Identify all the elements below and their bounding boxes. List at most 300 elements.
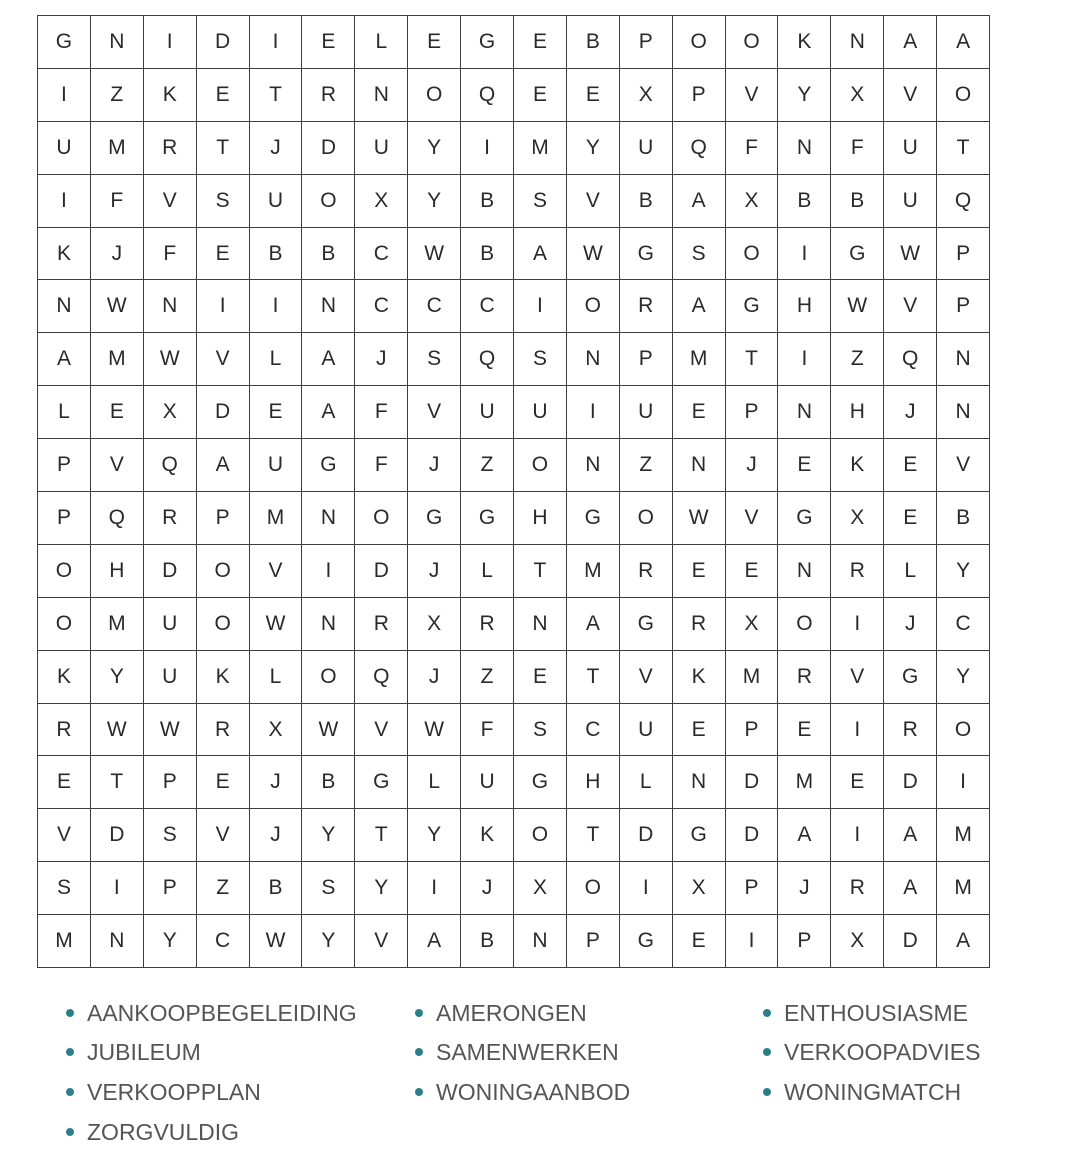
grid-cell[interactable]: H [90, 544, 143, 597]
grid-cell[interactable]: O [937, 68, 990, 121]
grid-cell[interactable]: J [461, 862, 514, 915]
grid-cell[interactable]: A [884, 16, 937, 69]
grid-cell[interactable]: G [461, 492, 514, 545]
grid-cell[interactable]: J [355, 333, 408, 386]
grid-cell[interactable]: K [38, 227, 91, 280]
grid-cell[interactable]: O [196, 597, 249, 650]
grid-cell[interactable]: X [725, 174, 778, 227]
grid-cell[interactable]: S [196, 174, 249, 227]
grid-cell[interactable]: V [143, 174, 196, 227]
grid-cell[interactable]: L [38, 386, 91, 439]
grid-cell[interactable]: L [249, 650, 302, 703]
grid-cell[interactable]: R [355, 597, 408, 650]
grid-cell[interactable]: J [249, 809, 302, 862]
grid-cell[interactable]: G [302, 439, 355, 492]
grid-cell[interactable]: A [884, 809, 937, 862]
grid-cell[interactable]: B [461, 174, 514, 227]
grid-cell[interactable]: J [884, 597, 937, 650]
grid-cell[interactable]: N [566, 439, 619, 492]
grid-cell[interactable]: R [461, 597, 514, 650]
grid-cell[interactable]: P [778, 915, 831, 968]
grid-cell[interactable]: V [566, 174, 619, 227]
grid-cell[interactable]: V [725, 68, 778, 121]
grid-cell[interactable]: R [831, 544, 884, 597]
grid-cell[interactable]: B [249, 227, 302, 280]
grid-cell[interactable]: R [672, 597, 725, 650]
grid-cell[interactable]: T [514, 544, 567, 597]
grid-cell[interactable]: T [90, 756, 143, 809]
grid-cell[interactable]: M [937, 809, 990, 862]
grid-cell[interactable]: X [831, 915, 884, 968]
grid-cell[interactable]: A [302, 333, 355, 386]
grid-cell[interactable]: T [566, 809, 619, 862]
grid-cell[interactable]: N [514, 597, 567, 650]
grid-cell[interactable]: E [514, 68, 567, 121]
grid-cell[interactable]: O [302, 174, 355, 227]
grid-cell[interactable]: W [249, 915, 302, 968]
grid-cell[interactable]: S [408, 333, 461, 386]
grid-cell[interactable]: V [619, 650, 672, 703]
grid-cell[interactable]: D [196, 16, 249, 69]
grid-cell[interactable]: R [884, 703, 937, 756]
grid-cell[interactable]: O [514, 809, 567, 862]
grid-cell[interactable]: R [619, 280, 672, 333]
grid-cell[interactable]: A [302, 386, 355, 439]
grid-cell[interactable]: I [249, 16, 302, 69]
grid-cell[interactable]: J [408, 544, 461, 597]
grid-cell[interactable]: V [884, 280, 937, 333]
grid-cell[interactable]: B [461, 227, 514, 280]
grid-cell[interactable]: D [884, 756, 937, 809]
grid-cell[interactable]: P [725, 386, 778, 439]
grid-cell[interactable]: X [249, 703, 302, 756]
grid-cell[interactable]: W [831, 280, 884, 333]
grid-cell[interactable]: S [38, 862, 91, 915]
grid-cell[interactable]: E [408, 16, 461, 69]
grid-cell[interactable]: B [619, 174, 672, 227]
grid-cell[interactable]: F [143, 227, 196, 280]
grid-cell[interactable]: I [831, 597, 884, 650]
grid-cell[interactable]: M [90, 597, 143, 650]
grid-cell[interactable]: E [90, 386, 143, 439]
grid-cell[interactable]: L [355, 16, 408, 69]
grid-cell[interactable]: M [672, 333, 725, 386]
grid-cell[interactable]: B [937, 492, 990, 545]
grid-cell[interactable]: I [143, 16, 196, 69]
grid-cell[interactable]: E [514, 650, 567, 703]
grid-cell[interactable]: V [408, 386, 461, 439]
grid-cell[interactable]: Y [778, 68, 831, 121]
grid-cell[interactable]: B [249, 862, 302, 915]
grid-cell[interactable]: E [196, 227, 249, 280]
grid-cell[interactable]: I [90, 862, 143, 915]
grid-cell[interactable]: K [778, 16, 831, 69]
grid-cell[interactable]: S [514, 174, 567, 227]
grid-cell[interactable]: S [143, 809, 196, 862]
grid-cell[interactable]: I [566, 386, 619, 439]
grid-cell[interactable]: U [143, 650, 196, 703]
grid-cell[interactable]: Q [143, 439, 196, 492]
grid-cell[interactable]: Y [90, 650, 143, 703]
grid-cell[interactable]: T [196, 121, 249, 174]
grid-cell[interactable]: H [778, 280, 831, 333]
grid-cell[interactable]: D [143, 544, 196, 597]
grid-cell[interactable]: T [355, 809, 408, 862]
grid-cell[interactable]: N [672, 439, 725, 492]
grid-cell[interactable]: I [937, 756, 990, 809]
grid-cell[interactable]: N [937, 386, 990, 439]
grid-cell[interactable]: P [937, 227, 990, 280]
grid-cell[interactable]: E [778, 703, 831, 756]
grid-cell[interactable]: L [249, 333, 302, 386]
grid-cell[interactable]: W [672, 492, 725, 545]
grid-cell[interactable]: I [725, 915, 778, 968]
grid-cell[interactable]: E [514, 16, 567, 69]
grid-cell[interactable]: M [90, 121, 143, 174]
grid-cell[interactable]: P [196, 492, 249, 545]
grid-cell[interactable]: N [514, 915, 567, 968]
grid-cell[interactable]: X [831, 68, 884, 121]
grid-cell[interactable]: D [725, 809, 778, 862]
grid-cell[interactable]: Z [461, 439, 514, 492]
grid-cell[interactable]: G [408, 492, 461, 545]
grid-cell[interactable]: M [937, 862, 990, 915]
grid-cell[interactable]: C [408, 280, 461, 333]
grid-cell[interactable]: U [461, 386, 514, 439]
grid-cell[interactable]: U [461, 756, 514, 809]
grid-cell[interactable]: E [302, 16, 355, 69]
grid-cell[interactable]: G [461, 16, 514, 69]
grid-cell[interactable]: Q [461, 68, 514, 121]
grid-cell[interactable]: T [566, 650, 619, 703]
grid-cell[interactable]: A [672, 174, 725, 227]
grid-cell[interactable]: N [143, 280, 196, 333]
grid-cell[interactable]: R [38, 703, 91, 756]
grid-cell[interactable]: X [355, 174, 408, 227]
grid-cell[interactable]: Y [302, 809, 355, 862]
grid-cell[interactable]: U [249, 439, 302, 492]
grid-cell[interactable]: E [672, 915, 725, 968]
grid-cell[interactable]: K [196, 650, 249, 703]
grid-cell[interactable]: Y [408, 809, 461, 862]
grid-cell[interactable]: J [249, 121, 302, 174]
grid-cell[interactable]: O [302, 650, 355, 703]
grid-cell[interactable]: U [355, 121, 408, 174]
grid-cell[interactable]: H [831, 386, 884, 439]
grid-cell[interactable]: E [196, 756, 249, 809]
grid-cell[interactable]: Q [937, 174, 990, 227]
grid-cell[interactable]: R [196, 703, 249, 756]
grid-cell[interactable]: C [937, 597, 990, 650]
grid-cell[interactable]: I [619, 862, 672, 915]
grid-cell[interactable]: C [566, 703, 619, 756]
grid-cell[interactable]: E [884, 439, 937, 492]
grid-cell[interactable]: O [38, 544, 91, 597]
grid-cell[interactable]: H [566, 756, 619, 809]
grid-cell[interactable]: B [831, 174, 884, 227]
grid-cell[interactable]: O [566, 280, 619, 333]
grid-cell[interactable]: O [725, 16, 778, 69]
grid-cell[interactable]: J [90, 227, 143, 280]
grid-cell[interactable]: G [619, 227, 672, 280]
grid-cell[interactable]: V [355, 915, 408, 968]
grid-cell[interactable]: Y [937, 650, 990, 703]
grid-cell[interactable]: B [566, 16, 619, 69]
grid-cell[interactable]: B [461, 915, 514, 968]
grid-cell[interactable]: I [38, 174, 91, 227]
grid-cell[interactable]: G [884, 650, 937, 703]
grid-cell[interactable]: N [672, 756, 725, 809]
grid-cell[interactable]: V [884, 68, 937, 121]
grid-cell[interactable]: R [302, 68, 355, 121]
grid-cell[interactable]: B [778, 174, 831, 227]
grid-cell[interactable]: J [249, 756, 302, 809]
grid-cell[interactable]: A [408, 915, 461, 968]
grid-cell[interactable]: D [302, 121, 355, 174]
grid-cell[interactable]: Y [143, 915, 196, 968]
grid-cell[interactable]: I [778, 333, 831, 386]
grid-cell[interactable]: C [196, 915, 249, 968]
grid-cell[interactable]: Z [831, 333, 884, 386]
grid-cell[interactable]: V [38, 809, 91, 862]
grid-cell[interactable]: P [725, 862, 778, 915]
grid-cell[interactable]: A [672, 280, 725, 333]
grid-cell[interactable]: F [831, 121, 884, 174]
grid-cell[interactable]: F [355, 386, 408, 439]
grid-cell[interactable]: X [143, 386, 196, 439]
grid-cell[interactable]: U [884, 174, 937, 227]
grid-cell[interactable]: A [38, 333, 91, 386]
grid-cell[interactable]: T [725, 333, 778, 386]
grid-cell[interactable]: A [196, 439, 249, 492]
grid-cell[interactable]: P [619, 16, 672, 69]
grid-cell[interactable]: U [249, 174, 302, 227]
grid-cell[interactable]: L [619, 756, 672, 809]
grid-cell[interactable]: Z [196, 862, 249, 915]
grid-cell[interactable]: D [619, 809, 672, 862]
grid-cell[interactable]: M [566, 544, 619, 597]
grid-cell[interactable]: I [249, 280, 302, 333]
grid-cell[interactable]: M [514, 121, 567, 174]
grid-cell[interactable]: G [514, 756, 567, 809]
grid-cell[interactable]: O [725, 227, 778, 280]
grid-cell[interactable]: N [302, 492, 355, 545]
grid-cell[interactable]: W [143, 333, 196, 386]
grid-cell[interactable]: Q [884, 333, 937, 386]
grid-cell[interactable]: E [38, 756, 91, 809]
grid-cell[interactable]: O [408, 68, 461, 121]
grid-cell[interactable]: V [725, 492, 778, 545]
grid-cell[interactable]: R [619, 544, 672, 597]
grid-cell[interactable]: P [143, 756, 196, 809]
grid-cell[interactable]: A [884, 862, 937, 915]
grid-cell[interactable]: N [355, 68, 408, 121]
grid-cell[interactable]: R [143, 121, 196, 174]
grid-cell[interactable]: E [778, 439, 831, 492]
grid-cell[interactable]: O [38, 597, 91, 650]
grid-cell[interactable]: D [884, 915, 937, 968]
grid-cell[interactable]: V [355, 703, 408, 756]
grid-cell[interactable]: E [884, 492, 937, 545]
grid-cell[interactable]: B [302, 756, 355, 809]
grid-cell[interactable]: J [408, 439, 461, 492]
grid-cell[interactable]: D [355, 544, 408, 597]
grid-cell[interactable]: W [566, 227, 619, 280]
grid-cell[interactable]: W [884, 227, 937, 280]
grid-cell[interactable]: K [672, 650, 725, 703]
grid-cell[interactable]: Q [461, 333, 514, 386]
grid-cell[interactable]: U [143, 597, 196, 650]
grid-cell[interactable]: V [937, 439, 990, 492]
grid-cell[interactable]: K [38, 650, 91, 703]
grid-cell[interactable]: I [831, 703, 884, 756]
grid-cell[interactable]: U [619, 703, 672, 756]
grid-cell[interactable]: F [725, 121, 778, 174]
grid-cell[interactable]: T [249, 68, 302, 121]
grid-cell[interactable]: N [831, 16, 884, 69]
grid-cell[interactable]: S [302, 862, 355, 915]
grid-cell[interactable]: R [143, 492, 196, 545]
grid-cell[interactable]: V [249, 544, 302, 597]
grid-cell[interactable]: P [38, 492, 91, 545]
grid-cell[interactable]: J [884, 386, 937, 439]
grid-cell[interactable]: K [461, 809, 514, 862]
grid-cell[interactable]: V [90, 439, 143, 492]
grid-cell[interactable]: P [672, 68, 725, 121]
grid-cell[interactable]: E [196, 68, 249, 121]
grid-cell[interactable]: X [725, 597, 778, 650]
grid-cell[interactable]: Z [90, 68, 143, 121]
grid-cell[interactable]: N [38, 280, 91, 333]
grid-cell[interactable]: G [831, 227, 884, 280]
grid-cell[interactable]: W [302, 703, 355, 756]
grid-cell[interactable]: P [38, 439, 91, 492]
grid-cell[interactable]: I [831, 809, 884, 862]
grid-cell[interactable]: F [90, 174, 143, 227]
grid-cell[interactable]: Y [566, 121, 619, 174]
grid-cell[interactable]: H [514, 492, 567, 545]
grid-cell[interactable]: I [461, 121, 514, 174]
grid-cell[interactable]: U [38, 121, 91, 174]
grid-cell[interactable]: F [355, 439, 408, 492]
grid-cell[interactable]: G [725, 280, 778, 333]
grid-cell[interactable]: O [778, 597, 831, 650]
grid-cell[interactable]: G [672, 809, 725, 862]
grid-cell[interactable]: J [778, 862, 831, 915]
grid-cell[interactable]: R [831, 862, 884, 915]
grid-cell[interactable]: O [566, 862, 619, 915]
grid-cell[interactable]: W [249, 597, 302, 650]
grid-cell[interactable]: M [725, 650, 778, 703]
grid-cell[interactable]: E [672, 703, 725, 756]
grid-cell[interactable]: A [566, 597, 619, 650]
grid-cell[interactable]: A [514, 227, 567, 280]
grid-cell[interactable]: E [725, 544, 778, 597]
grid-cell[interactable]: X [831, 492, 884, 545]
grid-cell[interactable]: P [937, 280, 990, 333]
grid-cell[interactable]: N [566, 333, 619, 386]
grid-cell[interactable]: U [619, 386, 672, 439]
grid-cell[interactable]: N [90, 915, 143, 968]
grid-cell[interactable]: G [778, 492, 831, 545]
grid-cell[interactable]: E [672, 386, 725, 439]
grid-cell[interactable]: R [778, 650, 831, 703]
grid-cell[interactable]: O [196, 544, 249, 597]
grid-cell[interactable]: G [38, 16, 91, 69]
grid-cell[interactable]: X [408, 597, 461, 650]
grid-cell[interactable]: Y [408, 121, 461, 174]
grid-cell[interactable]: Y [302, 915, 355, 968]
grid-cell[interactable]: A [937, 915, 990, 968]
grid-cell[interactable]: G [619, 597, 672, 650]
grid-cell[interactable]: X [619, 68, 672, 121]
grid-cell[interactable]: M [778, 756, 831, 809]
grid-cell[interactable]: C [461, 280, 514, 333]
grid-cell[interactable]: N [302, 280, 355, 333]
grid-cell[interactable]: O [355, 492, 408, 545]
grid-cell[interactable]: D [196, 386, 249, 439]
grid-cell[interactable]: N [937, 333, 990, 386]
grid-cell[interactable]: U [619, 121, 672, 174]
grid-cell[interactable]: N [90, 16, 143, 69]
grid-cell[interactable]: L [408, 756, 461, 809]
grid-cell[interactable]: P [619, 333, 672, 386]
grid-cell[interactable]: I [302, 544, 355, 597]
grid-cell[interactable]: Y [408, 174, 461, 227]
grid-cell[interactable]: D [725, 756, 778, 809]
grid-cell[interactable]: T [937, 121, 990, 174]
grid-cell[interactable]: N [778, 544, 831, 597]
grid-cell[interactable]: C [355, 280, 408, 333]
grid-cell[interactable]: E [831, 756, 884, 809]
grid-cell[interactable]: A [778, 809, 831, 862]
grid-cell[interactable]: Q [672, 121, 725, 174]
grid-cell[interactable]: E [672, 544, 725, 597]
grid-cell[interactable]: A [937, 16, 990, 69]
grid-cell[interactable]: V [196, 809, 249, 862]
grid-cell[interactable]: I [514, 280, 567, 333]
grid-cell[interactable]: W [408, 703, 461, 756]
grid-cell[interactable]: X [672, 862, 725, 915]
grid-cell[interactable]: J [725, 439, 778, 492]
grid-cell[interactable]: Q [90, 492, 143, 545]
grid-cell[interactable]: D [90, 809, 143, 862]
grid-cell[interactable]: W [143, 703, 196, 756]
grid-cell[interactable]: K [831, 439, 884, 492]
grid-cell[interactable]: P [566, 915, 619, 968]
grid-cell[interactable]: Y [355, 862, 408, 915]
grid-cell[interactable]: X [514, 862, 567, 915]
grid-cell[interactable]: F [461, 703, 514, 756]
grid-cell[interactable]: M [90, 333, 143, 386]
grid-cell[interactable]: U [514, 386, 567, 439]
grid-cell[interactable]: Z [461, 650, 514, 703]
grid-cell[interactable]: C [355, 227, 408, 280]
grid-cell[interactable]: S [672, 227, 725, 280]
grid-cell[interactable]: E [566, 68, 619, 121]
grid-cell[interactable]: I [408, 862, 461, 915]
grid-cell[interactable]: M [249, 492, 302, 545]
grid-cell[interactable]: I [196, 280, 249, 333]
grid-cell[interactable]: W [90, 280, 143, 333]
grid-cell[interactable]: V [196, 333, 249, 386]
grid-cell[interactable]: L [461, 544, 514, 597]
grid-cell[interactable]: P [143, 862, 196, 915]
grid-cell[interactable]: E [249, 386, 302, 439]
grid-cell[interactable]: N [302, 597, 355, 650]
grid-cell[interactable]: O [514, 439, 567, 492]
grid-cell[interactable]: O [937, 703, 990, 756]
